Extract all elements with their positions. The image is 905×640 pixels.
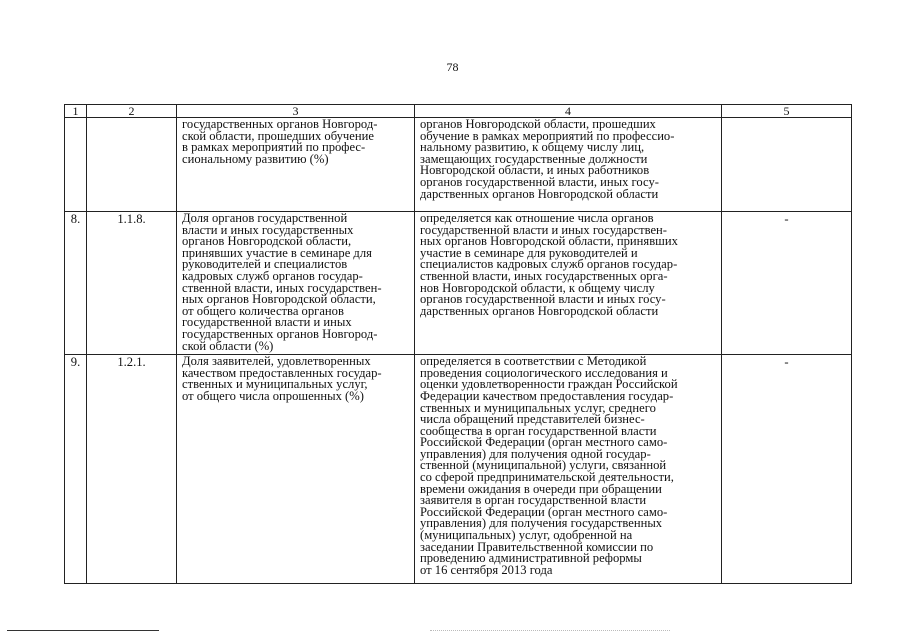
header-col-4: 4 bbox=[415, 105, 722, 118]
method-line: Новгородской области, и иных работников bbox=[420, 163, 650, 178]
method-line: проведению административной реформы bbox=[420, 551, 642, 566]
note-cell: - bbox=[722, 355, 852, 584]
calculation-method bbox=[415, 212, 722, 355]
indicator-line: государственных органов Новгород- bbox=[182, 326, 378, 341]
table-row bbox=[65, 355, 852, 584]
method-line: нов Новгородской области, к общему числу bbox=[420, 280, 655, 295]
page-number: 78 bbox=[446, 60, 459, 74]
method-line: органов государственной власти и иных госу- bbox=[420, 292, 666, 307]
method-line: ственных и муниципальных услуг, среднего bbox=[420, 400, 656, 415]
indicator-line: государственной власти и иных bbox=[182, 315, 352, 330]
indicator-line: от общего количества органов bbox=[182, 303, 344, 318]
note-cell bbox=[722, 118, 852, 212]
method-line: определяется как отношение числа органов bbox=[420, 211, 654, 225]
indicator-name bbox=[177, 118, 415, 212]
row-number: 8. bbox=[65, 212, 87, 355]
indicator-line: от общего числа опрошенных (%) bbox=[182, 388, 364, 403]
method-line: дарственных органов Новгородской области bbox=[420, 186, 659, 201]
footnote-rule bbox=[7, 630, 159, 631]
header-col-2: 2 bbox=[87, 105, 177, 118]
indicator-line: ской области, прошедших обучение bbox=[182, 128, 374, 143]
method-line: заседании Правительственной комиссии по bbox=[420, 539, 654, 554]
header-col-3: 3 bbox=[177, 105, 415, 118]
calculation-method bbox=[415, 118, 722, 212]
indicator-line: качеством предоставленных государ- bbox=[182, 365, 382, 380]
method-line: заявителя в орган государственной власти bbox=[420, 493, 647, 508]
indicators-table bbox=[64, 104, 852, 584]
method-line: органов Новгородской области, прошедших bbox=[420, 117, 656, 131]
method-line: ных органов Новгородской области, принявших bbox=[420, 234, 678, 249]
method-line: дарственных органов Новгородской области bbox=[420, 303, 659, 318]
indicator-line: государственных органов Новгород- bbox=[182, 117, 378, 131]
indicator-code: 1.1.8. bbox=[87, 212, 177, 355]
method-line: оценки удовлетворенности граждан Российской bbox=[420, 377, 678, 392]
indicator-name bbox=[177, 212, 415, 355]
indicator-line: ской области (%) bbox=[182, 338, 274, 353]
method-line: (муниципальных) услуг, одобренной на bbox=[420, 528, 633, 543]
indicator-line: ственных и муниципальных услуг, bbox=[182, 377, 368, 392]
method-line: ственной (муниципальной) услуги, связанной bbox=[420, 458, 667, 473]
method-line: определяется в соответствии с Методикой bbox=[420, 354, 647, 369]
method-line: участие в семинаре для руководителей и bbox=[420, 245, 638, 260]
header-col-1: 1 bbox=[65, 105, 87, 118]
indicator-line: в рамках мероприятий по профес- bbox=[182, 140, 366, 155]
method-line: нальному развитию, к общему числу лиц, bbox=[420, 140, 645, 155]
method-line: управления) для получения одной государ- bbox=[420, 446, 651, 461]
header-row bbox=[65, 105, 852, 118]
method-line: органов государственной власти, иных госу- bbox=[420, 174, 659, 189]
method-line: сообщества в орган государственной власти bbox=[420, 423, 657, 438]
method-line: от 16 сентября 2013 года bbox=[420, 562, 553, 577]
indicator-name bbox=[177, 355, 415, 584]
method-line: ственной власти, иных государственных орга- bbox=[420, 268, 668, 283]
indicator-line: ных органов Новгородской области, bbox=[182, 292, 376, 307]
method-line: замещающих государственные должности bbox=[420, 151, 648, 166]
scan-artifact bbox=[430, 630, 670, 631]
table-row bbox=[65, 212, 852, 355]
method-line: проведения социологического исследования и bbox=[420, 365, 668, 380]
indicator-line: сиональному развитию (%) bbox=[182, 151, 329, 166]
method-line: государственной власти и иных государствен- bbox=[420, 222, 667, 237]
header-col-5: 5 bbox=[722, 105, 852, 118]
indicator-line: органов Новгородской области, bbox=[182, 234, 352, 249]
row-number: 9. bbox=[65, 355, 87, 584]
method-line: Российской Федерации (орган местного само- bbox=[420, 435, 668, 450]
table-row bbox=[65, 118, 852, 212]
indicator-code: 1.2.1. bbox=[87, 355, 177, 584]
method-line: времени ожидания в очереди при обращении bbox=[420, 481, 662, 496]
indicator-line: Доля заявителей, удовлетворенных bbox=[182, 354, 371, 369]
row-number bbox=[65, 118, 87, 212]
method-line: числа обращений представителей бизнес- bbox=[420, 412, 645, 427]
method-line: обучение в рамках мероприятий по профессио- bbox=[420, 128, 675, 143]
indicator-line: ственной власти, иных государствен- bbox=[182, 280, 382, 295]
indicator-line: принявших участие в семинаре для bbox=[182, 245, 372, 260]
indicator-line: руководителей и специалистов bbox=[182, 257, 348, 272]
method-line: Российской Федерации (орган местного само- bbox=[420, 504, 668, 519]
method-line: специалистов кадровых служб органов государ- bbox=[420, 257, 678, 272]
indicator-line: Доля органов государственной bbox=[182, 211, 348, 225]
indicator-line: власти и иных государственных bbox=[182, 222, 354, 237]
method-line: со сферой предпринимательской деятельности, bbox=[420, 470, 674, 485]
note-cell: - bbox=[722, 212, 852, 355]
indicator-line: кадровых служб органов государ- bbox=[182, 268, 363, 283]
method-line: управления) для получения государственных bbox=[420, 516, 663, 531]
calculation-method bbox=[415, 355, 722, 584]
method-line: Федерации качеством предоставления государ- bbox=[420, 388, 674, 403]
indicator-code bbox=[87, 118, 177, 212]
